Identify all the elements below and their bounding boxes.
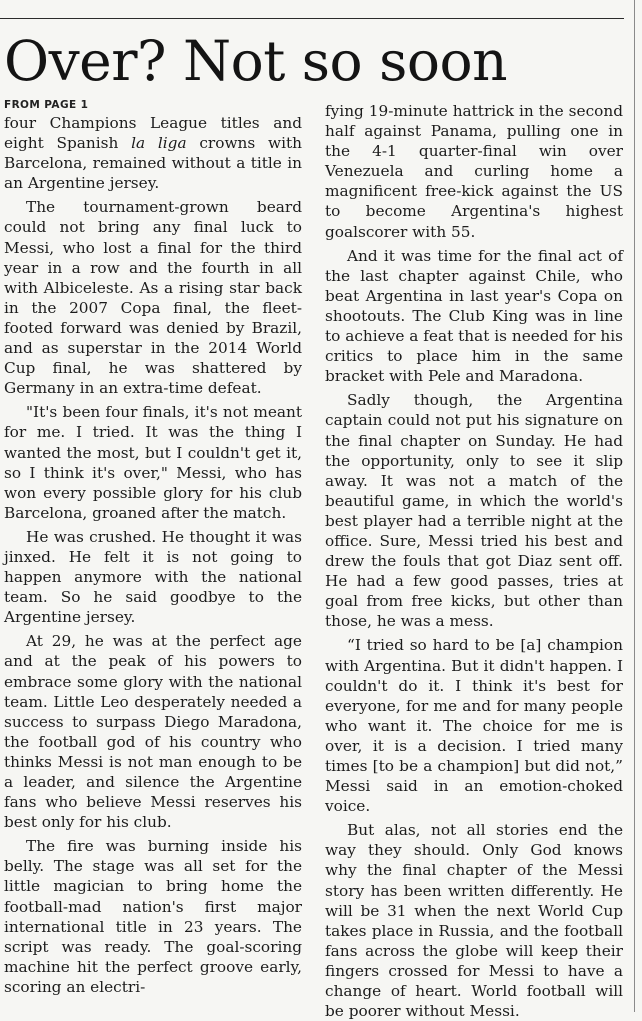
paragraph: "It's been four finals, it's not meant for me. I tried. It was the thing I wanted the most, but I couldn't get it, so I think it's over," Messi, who has won every possible glory for his club Barcelona, groaned after the match. bbox=[4, 403, 302, 522]
italic-term: la liga bbox=[131, 134, 187, 153]
paragraph: But alas, not all stories end the way they should. Only God knows why the final chapter of the Messi story has been written differently. He will be 31 when the next World Cup takes place in Russia, and the football fans across the globe will keep their fingers crossed for Messi to have a change of heart. World football will be poorer without Messi. bbox=[325, 821, 623, 1021]
paragraph: “I tried so hard to be [a] champion with Argentina. But it didn't happen. I couldn't do it. I think it's best for everyone, for me and for many people who want it. The choice for me is over, it is a decision. I tried many times [to be a champion] but did not,” Messi said in an emotion-choked voice. bbox=[325, 636, 623, 816]
paragraph: fying 19-minute hattrick in the second half against Panama, pulling one in the 4-1 quarter-final win over Venezuela and curling home a magnificent free-kick against the US to become Argentina's highest goalscorer with 55. bbox=[325, 102, 623, 241]
paragraph: He was crushed. He thought it was jinxed. He felt it is not going to happen anymore with the national team. So he said goodbye to the Argentine jersey. bbox=[4, 527, 302, 627]
column-edge-rule bbox=[634, 0, 635, 1012]
paragraph: At 29, he was at the perfect age and at the peak of his powers to embrace some glory with the national team. Little Leo desperately needed a success to surpass Diego Maradona, the football god of his country who thinks Messi is not man enough to be a leader, and silence the Argentine fans who believe Messi reserves his best only for his club. bbox=[4, 632, 302, 832]
paragraph: And it was time for the final act of the last chapter against Chile, who beat Argentina in last year's Copa on shootouts. The Club King was in line to achieve a feat that is needed for his critics to place him in the same bracket with Pele and Maradona. bbox=[325, 246, 623, 386]
article-headline: Over? Not so soon bbox=[4, 29, 507, 93]
paragraph: Sadly though, the Argentina captain could not put his signature on the final chapter on Sunday. He had the opportunity, only to see it slip away. It was not a match of the beautiful game, in which the world's best player had a terrible night at the office. Sure, Messi tried his best and drew the fouls that got Diaz sent off. He had a few good passes, tries at goal from free kicks, but other than those, he was a mess. bbox=[325, 391, 623, 631]
paragraph: four Champions League titles and eight Spanish la liga crowns with Barcelona, remained without a title in an Argentine jersey. bbox=[4, 114, 302, 193]
top-rule bbox=[0, 18, 624, 19]
continuation-kicker: FROM PAGE 1 bbox=[4, 99, 89, 111]
article-column-right bbox=[325, 101, 623, 1021]
article-column-left bbox=[4, 98, 302, 997]
paragraph: The tournament-grown beard could not bring any final luck to Messi, who lost a final for the third year in a row and the fourth in all with Albiceleste. As a rising star back in the 2007 Copa final, the fleet-footed forward was denied by Brazil, and as superstar in the 2014 World Cup final, he was shattered by Germany in an extra-time defeat. bbox=[4, 198, 302, 398]
paragraph: The fire was burning inside his belly. The stage was all set for the little magician to bring home the football-mad nation's first major international title in 23 years. The script was ready. The goal-scoring machine hit the perfect groove early, scoring an electri- bbox=[4, 837, 302, 996]
